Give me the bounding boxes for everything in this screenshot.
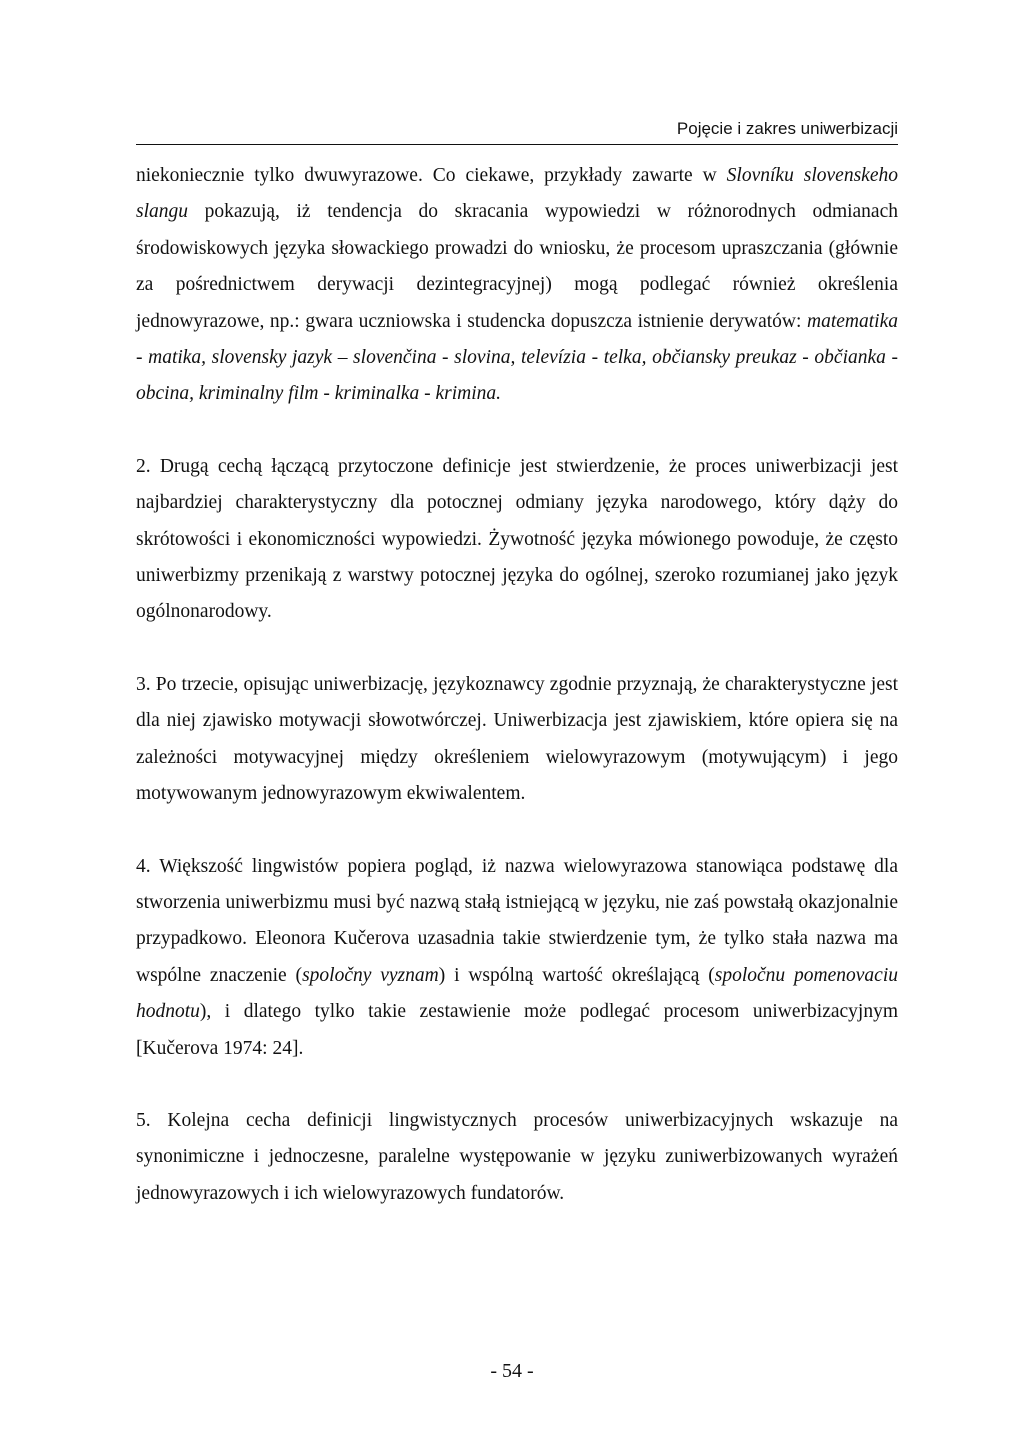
italic-term: spoločnu pomenovaciu hodnotu (136, 964, 898, 1023)
paragraph-text: pokazują, iż tendencja do skracania wypowiedzi w różnorodnych odmianach środowiskowych języka słowackiego prowadzi do wniosku, że procesom upraszczania (głównie za pośrednictwem derywacji dezintegracyjnej) mogą podlegać również określenia jednowyrazowe, np.: gwara uczniowska i studencka dopuszcza istnienie derywatów: (136, 201, 898, 332)
paragraph-5: 5. Kolejna cecha definicji lingwistycznych procesów uniwerbizacyjnych wskazuje na synonimiczne i jednoczesne, paralelne występowanie w języku zuniwerbizowanych wyrażeń jednowyrazowych i ich wielowyrazowych fundatorów. (136, 1109, 898, 1204)
italic-examples: matematika - matika, slovensky jazyk – slovenčina - slovina, televízia - telka, občiansky preukaz - občianka - obcina, kriminalny film - kriminalka - krimina. (136, 310, 898, 405)
paragraph-gap (136, 631, 898, 667)
paragraph-2: 2. Drugą cechą łączącą przytoczone definicje jest stwierdzenie, że proces uniwerbizacji jest najbardziej charakterystyczny dla potocznej odmiany języka narodowego, który dąży do skrótowości i ekonomiczności wypowiedzi. Żywotność języka mówionego powoduje, że często uniwerbizmy przenikają z warstwy potocznej języka do ogólnej, szeroko rozumianej jako język ogólnonarodowy. (136, 455, 898, 623)
paragraph-text: 4. Większość lingwistów popiera pogląd, iż nazwa wielowyrazowa stanowiąca podstawę dla stworzenia uniwerbizmu musi być nazwą stałą istniejącą w języku, nie zaś powstałą okazjonalnie przypadkowo. Eleonora Kučerova uzasadnia takie stwierdzenie tym, że tylko stała nazwa ma wspólne znaczenie ( (136, 855, 898, 986)
paragraph-4 (136, 849, 898, 1067)
paragraph-text: niekoniecznie tylko dwuwyrazowe. Co ciekawe, przykłady zawarte w (136, 165, 727, 186)
paragraph-gap (136, 813, 898, 849)
paragraph-text: ) i wspólną wartość określającą ( (438, 964, 715, 986)
paragraph-continuation (136, 158, 898, 413)
italic-title: Slovníku slovenskeho slangu (136, 165, 898, 223)
page-number: - 54 - (490, 1360, 534, 1382)
paragraph-text: ), i dlatego tylko takie zestawienie może podlegać procesom uniwerbizacyjnym [Kučerova 1974: 24]. (136, 1001, 898, 1059)
paragraph-gap (136, 1067, 898, 1103)
running-header: Pojęcie i zakres uniwerbizacji (136, 118, 898, 145)
body-text (136, 158, 898, 1212)
paragraph-3: 3. Po trzecie, opisując uniwerbizację, językoznawcy zgodnie przyznają, że charakterystyczne jest dla niej zjawisko motywacji słowotwórczej. Uniwerbizacja jest zjawiskiem, które opiera się na zależności motywacyjnej między określeniem wielowyrazowym (motywującym) i jego motywowanym jednowyrazowym ekwiwalentem. (136, 673, 898, 805)
italic-term: spoločny vyznam (302, 964, 439, 986)
paragraph-gap (136, 413, 898, 449)
